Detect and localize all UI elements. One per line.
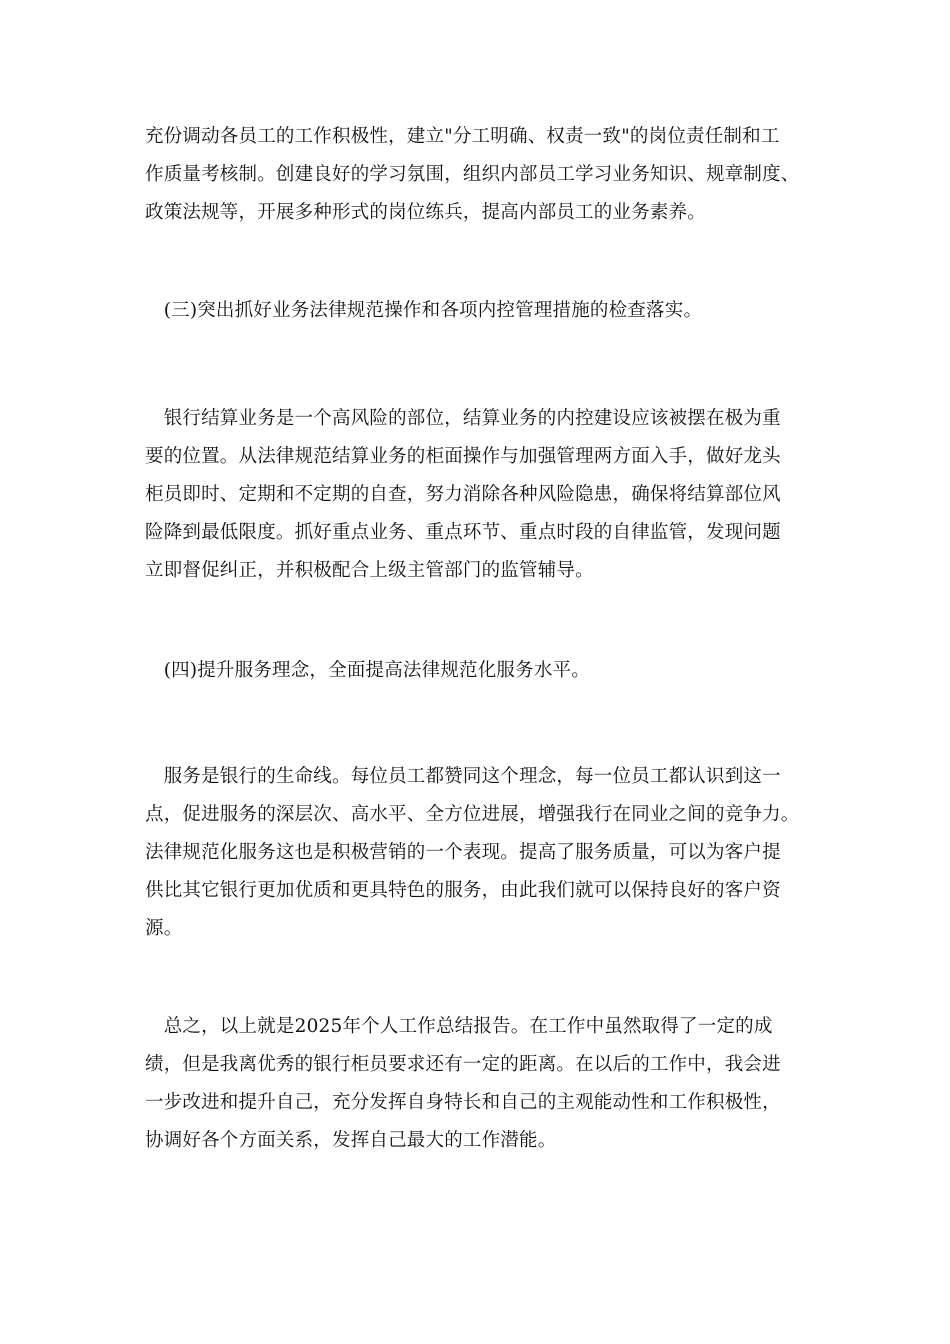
text-line: 法律规范化服务这也是积极营销的一个表现。提高了服务质量，可以为客户提 bbox=[145, 842, 781, 863]
paragraph-settlement-risk bbox=[145, 400, 817, 590]
text-line: 协调好各个方面关系，发挥自己最大的工作潜能。 bbox=[145, 1130, 557, 1151]
section-heading-4 bbox=[145, 652, 817, 690]
text-line: 绩，但是我离优秀的银行柜员要求还有一定的距离。在以后的工作中，我会进 bbox=[145, 1054, 781, 1075]
text-line: 作质量考核制。创建良好的学习氛围，组织内部员工学习业务知识、规章制度、 bbox=[145, 164, 800, 185]
text-line: 充份调动各员工的工作积极性，建立"分工明确、权责一致"的岗位责任制和工 bbox=[145, 126, 780, 147]
text-line: 总之，以上就是2025年个人工作总结报告。在工作中虽然取得了一定的成 bbox=[145, 1016, 773, 1037]
text-line: 供比其它银行更加优质和更具特色的服务，由此我们就可以保持良好的客户资 bbox=[145, 880, 781, 901]
text-line: 源。 bbox=[145, 918, 183, 939]
heading-line: (三)突出抓好业务法律规范操作和各项内控管理措施的检查落实。 bbox=[145, 300, 703, 321]
text-line: 点，促进服务的深层次、高水平、全方位进展，增强我行在同业之间的竞争力。 bbox=[145, 804, 800, 825]
text-line: 银行结算业务是一个高风险的部位，结算业务的内控建设应该被摆在极为重 bbox=[145, 408, 781, 429]
section-heading-3 bbox=[145, 292, 817, 330]
text-line: 柜员即时、定期和不定期的自查，努力消除各种风险隐患，确保将结算部位风 bbox=[145, 484, 781, 505]
text-line: 立即督促纠正，并积极配合上级主管部门的监管辅导。 bbox=[145, 560, 594, 581]
text-line: 险降到最低限度。抓好重点业务、重点环节、重点时段的自律监管，发现问题 bbox=[145, 522, 781, 543]
paragraph-service bbox=[145, 758, 817, 948]
text-line: 一步改进和提升自己，充分发挥自身特长和自己的主观能动性和工作积极性， bbox=[145, 1092, 781, 1113]
text-line: 政策法规等，开展多种形式的岗位练兵，提高内部员工的业务素养。 bbox=[145, 202, 707, 223]
text-line: 服务是银行的生命线。每位员工都赞同这个理念，每一位员工都认识到这一 bbox=[145, 766, 781, 787]
paragraph-staff-motivation bbox=[145, 118, 817, 232]
text-line: 要的位置。从法律规范结算业务的柜面操作与加强管理两方面入手，做好龙头 bbox=[145, 446, 781, 467]
paragraph-conclusion bbox=[145, 1008, 817, 1160]
heading-line: (四)提升服务理念，全面提高法律规范化服务水平。 bbox=[145, 660, 590, 681]
